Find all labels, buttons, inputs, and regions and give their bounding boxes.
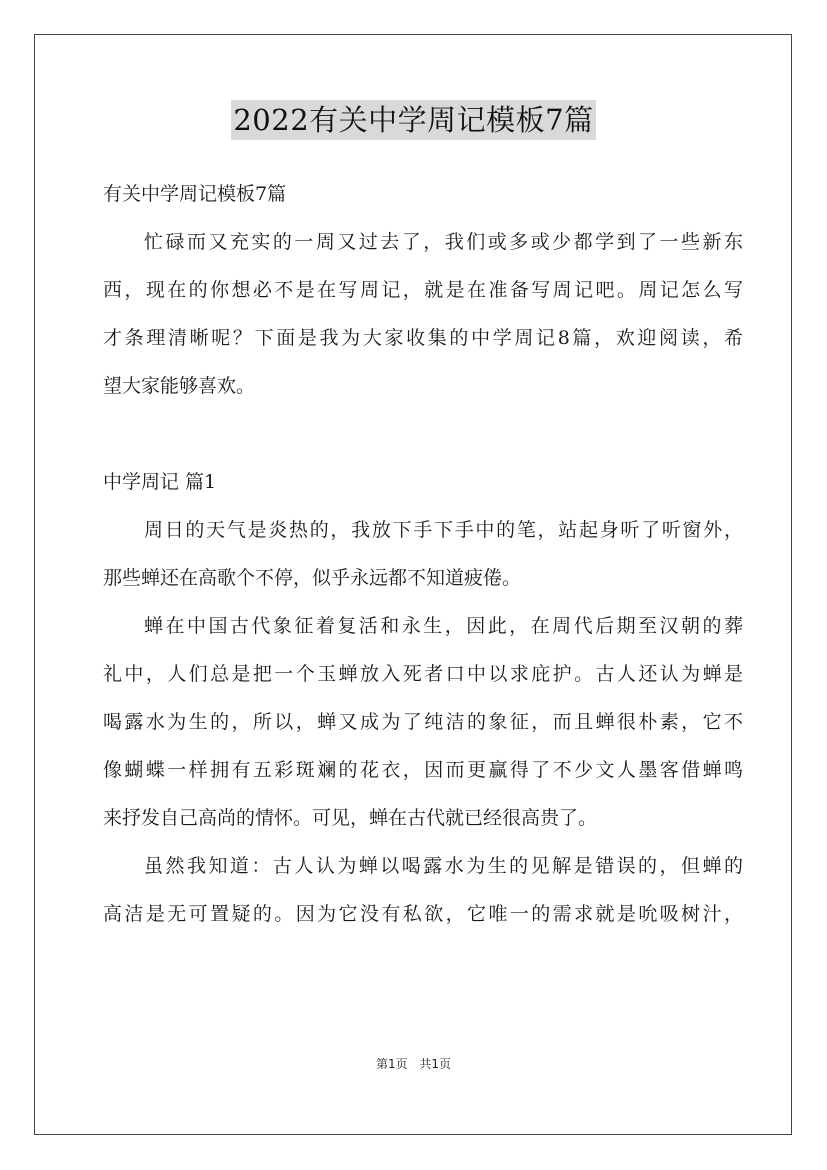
- document-subtitle: 有关中学周记模板7篇: [103, 183, 287, 205]
- paragraph-line: 来抒发自己高尚的情怀。可见，蝉在古代就已经很高贵了。: [103, 807, 598, 829]
- section-spacer: [103, 410, 743, 458]
- intro-line: 才条理清晰呢？下面是我为大家收集的中学周记8篇，欢迎阅读，希: [103, 327, 743, 349]
- document-body: [103, 170, 743, 938]
- paragraph-line: 虽然我知道：古人认为蝉以喝露水为生的见解是错误的，但蝉的: [144, 855, 743, 877]
- intro-line: 西，现在的你想必不是在写周记，就是在准备写周记吧。周记怎么写: [103, 279, 743, 301]
- paragraph-line: 礼中，人们总是把一个玉蝉放入死者口中以求庇护。古人还认为蝉是: [103, 663, 743, 685]
- paragraph-line: 喝露水为生的，所以，蝉又成为了纯洁的象征，而且蝉很朴素，它不: [103, 711, 743, 733]
- paragraph-line: 高洁是无可置疑的。因为它没有私欲，它唯一的需求就是吮吸树汁，: [103, 903, 743, 925]
- page-total: 共1页: [419, 1057, 452, 1071]
- document-title: 2022有关中学周记模板7篇: [231, 100, 595, 140]
- intro-line: 望大家能够喜欢。: [103, 375, 256, 397]
- page-number: 第1页: [375, 1057, 408, 1071]
- paragraph-line: 蝉在中国古代象征着复活和永生，因此，在周代后期至汉朝的葬: [144, 615, 743, 637]
- section-heading: 中学周记 篇1: [103, 471, 217, 493]
- intro-line: 忙碌而又充实的一周又过去了，我们或多或少都学到了一些新东: [144, 231, 743, 253]
- paragraph-line: 周日的天气是炎热的，我放下手下手中的笔，站起身听了听窗外，: [144, 519, 743, 541]
- paragraph-line: 那些蝉还在高歌个不停，似乎永远都不知道疲倦。: [103, 567, 522, 589]
- page-footer: [0, 1055, 827, 1072]
- paragraph-line: 像蝴蝶一样拥有五彩斑斓的花衣，因而更赢得了不少文人墨客借蝉鸣: [103, 759, 743, 781]
- title-container: [0, 100, 827, 140]
